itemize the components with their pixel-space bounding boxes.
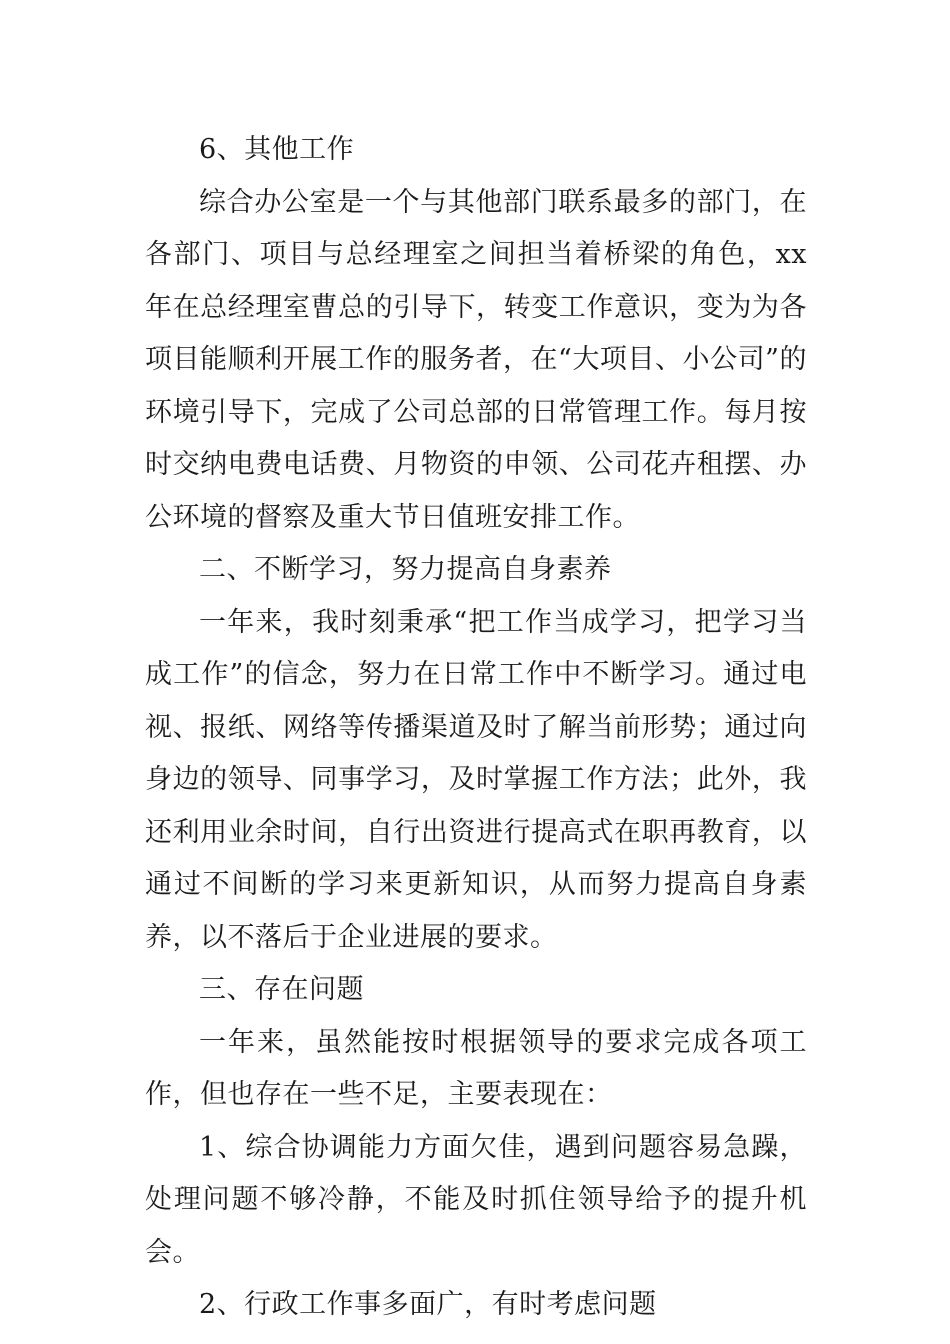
document-body	[145, 124, 807, 1332]
section-heading-learning: 二、不断学习，努力提高自身素养	[199, 554, 612, 585]
section-heading-other-work: 6、其他工作	[199, 134, 355, 165]
body-paragraph: 一年来，我时刻秉承“把工作当成学习，把学习当成工作”的信念，努力在日常工作中不断学习。通过电视、报纸、网络等传播渠道及时了解当前形势；通过向身边的领导、同事学习，及时掌握工作方法；此外，我还利用业余时间，自行出资进行提高式在职再教育，以通过不间断的学习来更新知识，从而努力提高自身素养，以不落后于企业进展的要求。	[145, 606, 807, 953]
list-item: 1、综合协调能力方面欠佳，遇到问题容易急躁，处理问题不够冷静，不能及时抓住领导给予的提升机会。	[145, 1131, 807, 1268]
body-paragraph: 综合办公室是一个与其他部门联系最多的部门，在各部门、项目与总经理室之间担当着桥梁的角色，xx年在总经理室曹总的引导下，转变工作意识，变为为各项目能顺利开展工作的服务者，在“大项目、小公司”的环境引导下，完成了公司总部的日常管理工作。每月按时交纳电费电话费、月物资的申领、公司花卉租摆、办公环境的督察及重大节日值班安排工作。	[145, 186, 807, 533]
section-heading-problems: 三、存在问题	[199, 974, 364, 1005]
body-paragraph: 一年来，虽然能按时根据领导的要求完成各项工作，但也存在一些不足，主要表现在：	[145, 1026, 807, 1110]
list-item: 2、行政工作事多面广，有时考虑问题	[199, 1289, 657, 1320]
